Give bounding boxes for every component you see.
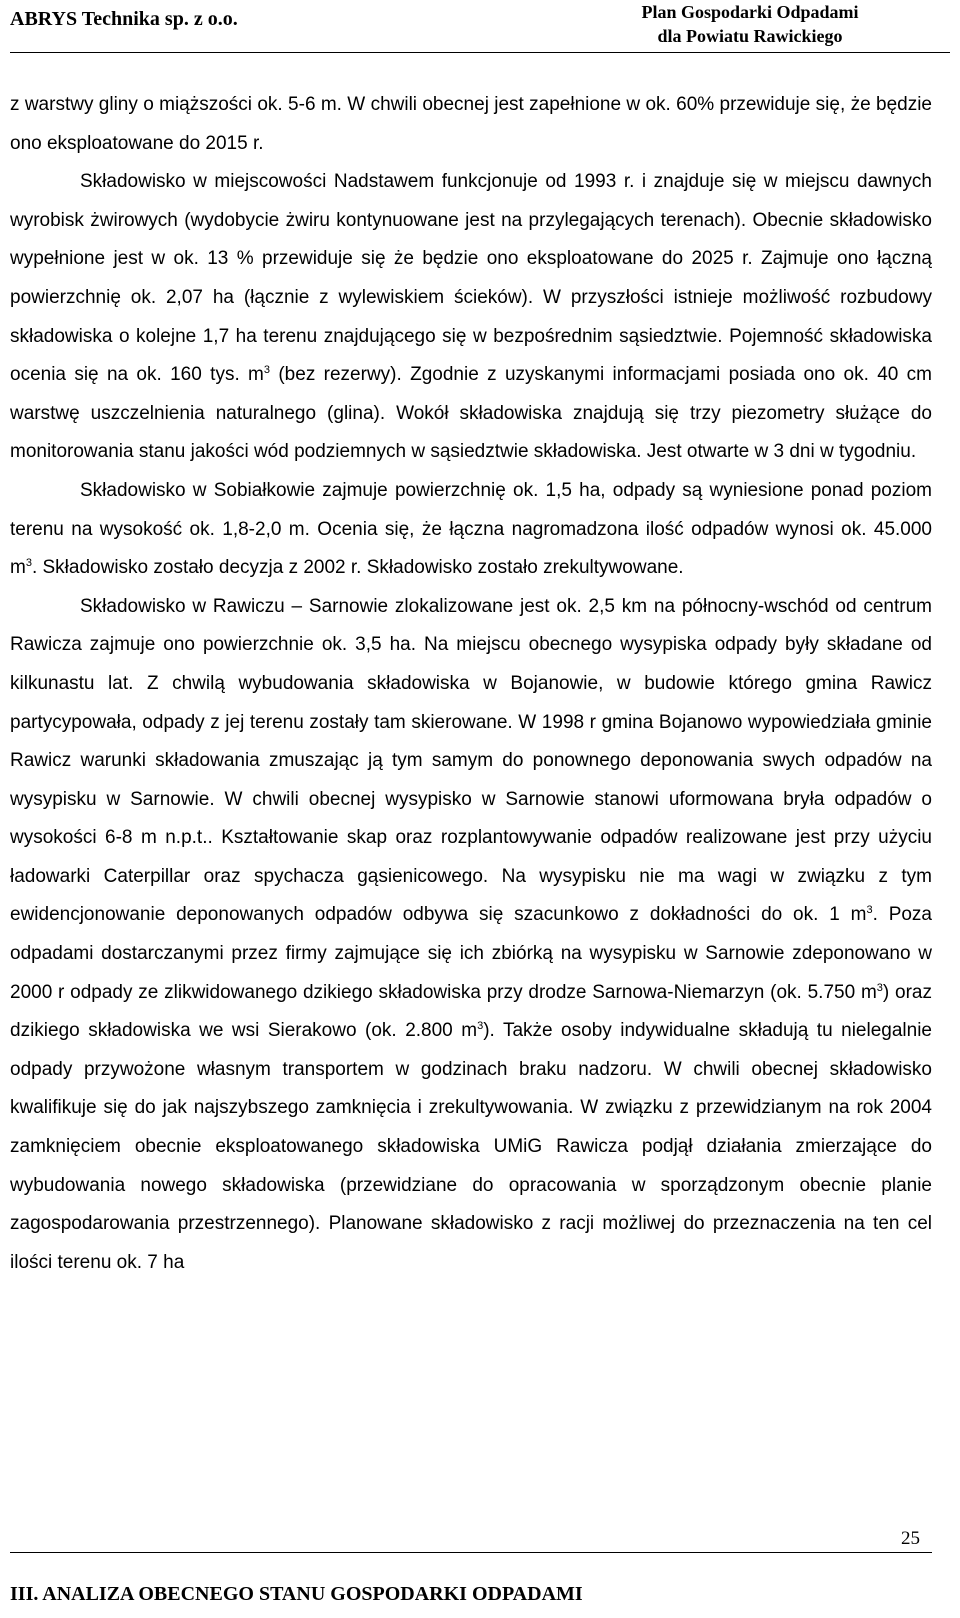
page-header: [10, 0, 950, 53]
company-name: ABRYS Technika sp. z o.o.: [10, 8, 238, 30]
paragraph-2-text-2: (bez rezerwy). Zgodnie z uzyskanymi informacjami posiada ono ok. 40 cm warstwę uszczelnienia naturalnego (glina). Wokół składowiska znajdują się trzy piezometry służące do monitorowania stanu jakości wód podziemnych w sąsiedztwie składowiska. Jest otwarte w 3 dni w tygodniu.: [10, 364, 933, 463]
paragraph-4-text-1: Składowisko w Rawiczu – Sarnowie zlokalizowane jest ok. 2,5 km na północny-wschód od centrum Rawicza zajmuje ono powierzchnie ok. 3,5 ha. Na miejscu obecnego wysypiska odpady były składane od kilkunastu lat. Z chwilą wybudowania składowiska w Bojanowie, w budowie którego gmina Rawicz partycypowała, odpady z jej terenu zostały tam skierowane. W 1998 r gmina Bojanowo wypowiedziała gminie Rawicz warunki składowania zmuszając ją tym samym do ponownego deponowania swych odpadów na wysypisku w Sarnowie. W chwili obecnej wysypisko w Sarnowie stanowi uformowana bryła odpadów o wysokości 6-8 m n.p.t.. Kształtowanie skap oraz rozplantowywanie odpadów realizowane jest przy użyciu ładowarki Caterpillar oraz spychacza gąsienicowego. Na wysypisku nie ma wagi w związku z tym ewidencjonowanie deponowanych odpadów odbywa się szacunkowo z dokładności do ok. 1 m: [10, 595, 932, 926]
page-footer: III. ANALIZA OBECNEGO STANU GOSPODARKI ODPADAMI: [10, 1552, 932, 1606]
paragraph-1: z warstwy gliny o miąższości ok. 5-6 m. W chwili obecnej jest zapełnione w ok. 60% przewiduje się, że będzie ono eksploatowane do 2015 r.: [10, 94, 932, 154]
superscript-3: 3: [263, 364, 271, 377]
paragraph-3-text-1: Składowisko w Sobiałkowie zajmuje powierzchnię ok. 1,5 ha, odpady są wyniesione ponad poziom terenu na wysokość ok. 1,8-2,0 m. Ocenia się, że łączna nagromadzona ilość odpadów wynosi ok. 45.000 m: [10, 479, 932, 579]
superscript-3: 3: [876, 981, 883, 994]
paragraph-2: [10, 163, 932, 472]
superscript-3: 3: [866, 904, 873, 917]
document-body: [10, 86, 932, 1282]
paragraph-3-text-2: . Składowisko zostało decyzja z 2002 r. Składowisko zostało zrekultywowane.: [31, 557, 684, 579]
paragraph-4-text-2: . Poza odpadami dostarczanymi przez firmy zajmujące się ich zbiórką na wysypisku w Sarnowie zdeponowano w 2000 r odpady ze zlikwidowanego dzikiego składowiska przy drodze Sarnowa-Niemarzyn (ok. 5.750 m: [10, 904, 932, 1003]
paragraph-3: [10, 472, 932, 588]
paragraph-2-text-1: Składowisko w miejscowości Nadstawem funkcjonuje od 1993 r. i znajduje się w miejscu dawnych wyrobisk żwirowych (wydobycie żwiru kontynuowane jest na przylegających terenach). Obecnie składowisko wypełnione jest w ok. 13 % przewiduje się że będzie ono eksploatowane do 2025 r. Zajmuje ono łączną powierzchnię ok. 2,07 ha (łącznie z wylewiskiem ścieków). W przyszłości istnieje możliwość rozbudowy składowiska o kolejne 1,7 ha terenu znajdującego się w bezpośrednim sąsiedztwie. Pojemność składowiska ocenia się na ok. 160 tys. m: [10, 171, 932, 386]
paragraph-4-text-4: ). Także osoby indywidualne składują tu nielegalnie odpady przywożone własnym transportem w godzinach braku nadzoru. W chwili obecnej składowisko kwalifikuje się do jak najszybszego zamknięcia i zrekultywowania. W związku z przewidzianym na rok 2004 zamknięciem obecnie eksploatowanego składowiska UMiG Rawicza podjął działania zmierzające do wybudowania nowego składowiska (przewidziane do opracowania w sporządzonym obecnie planie zagospodarowania przestrzennego). Planowane składowisko z racji możliwej do przeznaczenia na ten cel ilości terenu ok. 7 ha: [10, 1020, 932, 1273]
page-number: 25: [901, 1528, 920, 1549]
document-title: [641, 0, 858, 48]
document-title-line-1: Plan Gospodarki Odpadami: [641, 2, 859, 22]
document-title-line-2: dla Powiatu Rawickiego: [657, 26, 843, 46]
superscript-3: 3: [25, 557, 32, 570]
paragraph-4: [10, 588, 932, 1283]
superscript-3: 3: [477, 1020, 484, 1033]
paragraph-4-text-3: ) oraz dzikiego składowiska we wsi Sierakowo (ok. 2.800 m: [10, 981, 932, 1042]
